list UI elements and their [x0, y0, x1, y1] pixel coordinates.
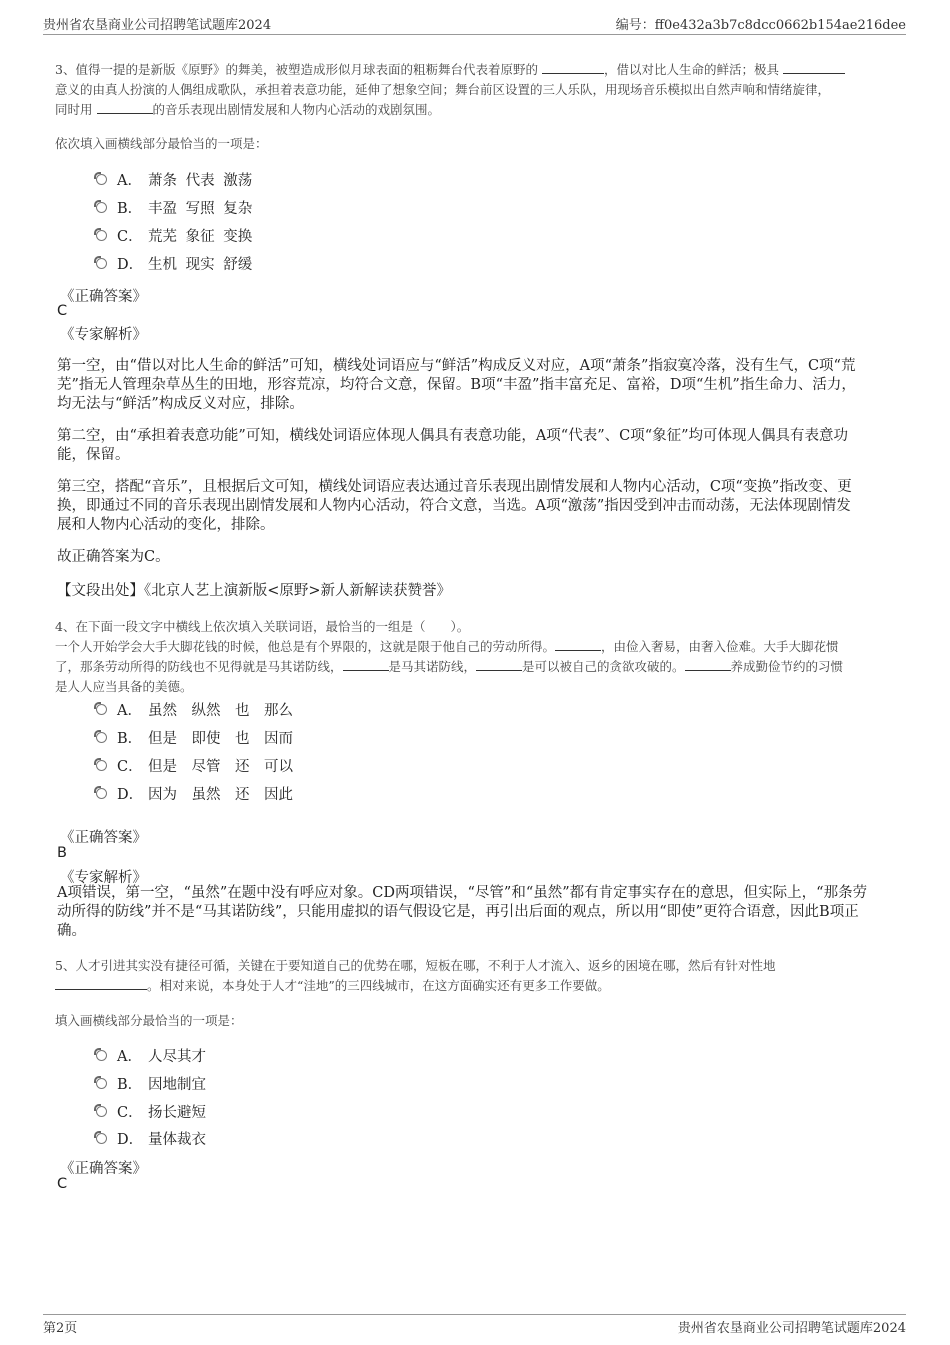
- q5-answer-label: 《正确答案》: [60, 1161, 147, 1177]
- footer-title: 贵州省农垦商业公司招聘笔试题库2024: [677, 1321, 906, 1336]
- radio-icon[interactable]: [96, 174, 107, 185]
- q4-analysis: A项错误，第一空，“虽然”在题中没有呼应对象。CD两项错误，“尽管”和“虽然”都有肯定事实存在的意思，但实际上，“那条劳 动所得的防线”并不是“马其诺防线”，只能用虚拟的语气假设它是，再引出后面的观点，所以用“即使”更符合语意，因此B项正 确。: [57, 885, 868, 939]
- q4-answer-value: B: [57, 845, 67, 861]
- q4-analysis-label: 《专家解析》: [60, 870, 147, 886]
- blank: [97, 100, 153, 114]
- q5-answer-value: C: [57, 1176, 68, 1192]
- page-header: [43, 14, 906, 35]
- q3-conclusion: 故正确答案为C。: [57, 549, 170, 565]
- radio-icon[interactable]: [96, 202, 107, 213]
- q5-stem-line-2: 。相对来说，本身处于人才“洼地”的三四线城市，在这方面确实还有更多工作要做。: [55, 975, 610, 996]
- q4-answer-label: 《正确答案》: [60, 830, 147, 846]
- q5-stem-line-1: 5、人才引进其实没有捷径可循，关键在于要知道自己的优势在哪，短板在哪，不利于人才流入、返乡的困境在哪，然后有针对性地: [55, 958, 776, 973]
- q4-passage-line-1: 一个人开始学会大手大脚花钱的时候，他总是有个界限的，这就是限于他自己的劳动所得。 ，由俭入奢易，由奢入俭难。大手大脚花惯: [55, 639, 839, 654]
- q4-passage-line-3: 是人人应当具备的美德。: [55, 679, 193, 694]
- page-footer: [43, 1314, 906, 1335]
- radio-icon[interactable]: [96, 230, 107, 241]
- q3-analysis-para-1: 第一空，由“借以对比人生命的鲜活”可知，横线处词语应与“鲜活”构成反义对应，A项“萧条”指寂寞冷落，没有生气，C项“荒 芜”指无人管理杂草丛生的田地，形容荒凉，均符合文意，保留。B项“丰盈”指丰富充足、富裕，D项“生机”指生命力、活力， 均无法与“鲜活”构成反义对应，排除。: [57, 358, 856, 412]
- blank: [783, 60, 845, 74]
- blank: [55, 976, 147, 990]
- radio-icon[interactable]: [96, 1050, 107, 1061]
- blank: [685, 657, 731, 671]
- radio-icon[interactable]: [96, 1078, 107, 1089]
- q3-analysis-para-3: 第三空，搭配“音乐”，且根据后文可知，横线处词语应表达通过音乐表现出剧情发展和人物内心活动，C项“变换”指改变、更 换，即通过不同的音乐表现出剧情发展和人物内心活动，符合文意，当选。A项“激荡”指因受到冲击而动荡，无法体现剧情发 展和人物内心活动的变化，排除。: [57, 479, 852, 533]
- blank: [555, 637, 601, 651]
- q4-passage-line-2: 了，那条劳动所得的防线也不见得就是马其诺防线， 是马其诺防线， 是可以被自己的贪欲攻破的。 养成勤俭节约的习惯: [55, 659, 844, 674]
- q3-prompt: 依次填入画横线部分最恰当的一项是：: [55, 136, 268, 151]
- q3-stem-line-1: 3、值得一提的是新版《原野》的舞美，被塑造成形似月球表面的粗粝舞台代表着原野的 ，借以对比人生命的鲜活；极具: [55, 59, 905, 80]
- blank: [343, 657, 389, 671]
- q3-source: 【文段出处】《北京人艺上演新版<原野>新人新解读获赞誉》: [57, 583, 452, 599]
- radio-icon[interactable]: [96, 788, 107, 799]
- q3-stem-line-3: 同时用 的音乐表现出剧情发展和人物内心活动的戏剧氛围。: [55, 102, 441, 117]
- q3-answer-value: C: [57, 303, 68, 319]
- q4-stem: 4、在下面一段文字中横线上依次填入关联词语，最恰当的一组是（ ）。: [55, 619, 470, 634]
- radio-icon[interactable]: [96, 1133, 107, 1144]
- q3-answer-label: 《正确答案》: [60, 289, 147, 305]
- radio-icon[interactable]: [96, 704, 107, 715]
- blank: [542, 60, 604, 74]
- q5-prompt: 填入画横线部分最恰当的一项是：: [55, 1013, 243, 1028]
- radio-icon[interactable]: [96, 760, 107, 771]
- radio-icon[interactable]: [96, 258, 107, 269]
- q3-stem-line-2: 意义的由真人扮演的人偶组成歌队，承担着表意功能，延伸了想象空间；舞台前区设置的三人乐队，用现场音乐模拟出自然声响和情绪旋律，: [55, 82, 831, 97]
- radio-icon[interactable]: [96, 1106, 107, 1117]
- header-title: 贵州省农垦商业公司招聘笔试题库2024: [43, 18, 272, 33]
- header-serial: 编号：ff0e432a3b7c8dcc0662b154ae216dee: [615, 18, 906, 33]
- page-number: 第2页: [43, 1321, 78, 1336]
- q3-analysis-para-2: 第二空，由“承担着表意功能”可知，横线处词语应体现人偶具有表意功能，A项“代表”、C项“象征”均可体现人偶具有表意功 能，保留。: [57, 428, 849, 463]
- blank: [476, 657, 522, 671]
- radio-icon[interactable]: [96, 732, 107, 743]
- q3-analysis-label: 《专家解析》: [60, 327, 147, 343]
